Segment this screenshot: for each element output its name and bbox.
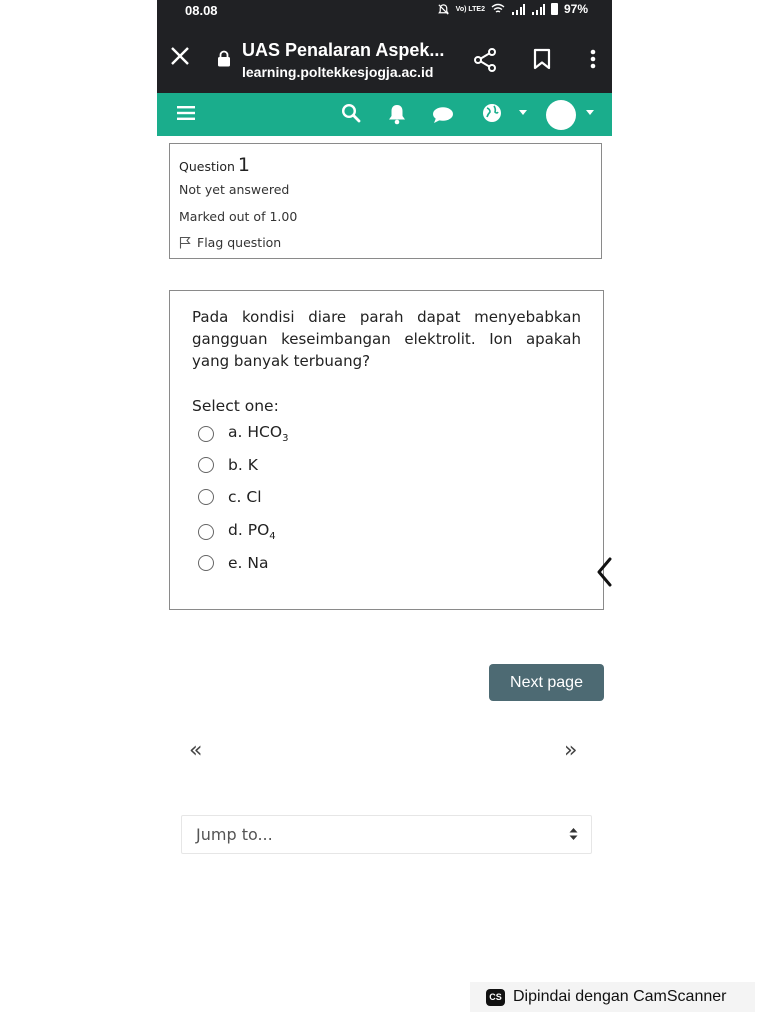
flag-question-label: Flag question xyxy=(197,235,282,250)
answer-option-c[interactable] xyxy=(198,488,262,506)
radio-button[interactable] xyxy=(198,524,214,540)
previous-activity-link[interactable]: « xyxy=(189,738,203,763)
question-label: Question xyxy=(179,159,235,174)
select-updown-icon xyxy=(569,827,578,841)
watermark-text: Dipindai dengan CamScanner xyxy=(513,988,727,1005)
flag-question-link[interactable] xyxy=(179,235,281,250)
mute-icon xyxy=(437,3,450,16)
answer-option-b[interactable] xyxy=(198,456,258,474)
battery-level: 97% xyxy=(563,2,588,16)
signal-icon-1 xyxy=(511,4,525,15)
page-url[interactable]: learning.poltekkesjogja.ac.id xyxy=(242,64,434,80)
next-activity-link[interactable]: » xyxy=(564,738,578,763)
option-label: b. K xyxy=(228,456,258,474)
notification-bell-icon[interactable] xyxy=(387,103,407,125)
volte-indicator: Vo) LTE2 xyxy=(455,5,485,13)
option-label: a. $HCO_3$ xyxy=(228,423,289,445)
signal-icon-2 xyxy=(531,4,545,15)
messages-icon[interactable] xyxy=(432,106,454,124)
question-text: Pada kondisi diare parah dapat menyebabkan gangguan keseimbangan elektrolit. Ion apakah yang banyak terbuang? xyxy=(192,308,581,370)
hamburger-menu-icon[interactable] xyxy=(177,105,195,121)
answer-option-e[interactable] xyxy=(198,554,269,572)
language-globe-icon[interactable] xyxy=(482,103,502,123)
radio-button[interactable] xyxy=(198,457,214,473)
more-vert-icon[interactable] xyxy=(590,49,596,69)
language-caret-icon[interactable] xyxy=(519,110,527,115)
option-label: d. $PO_4$ xyxy=(228,521,276,543)
lock-icon[interactable] xyxy=(217,50,231,67)
question-info-panel xyxy=(169,143,602,259)
user-avatar[interactable] xyxy=(546,100,576,130)
select-one-label: Select one: xyxy=(192,397,279,415)
question-heading xyxy=(179,154,250,176)
radio-button[interactable] xyxy=(198,555,214,571)
user-menu-caret-icon[interactable] xyxy=(586,110,594,115)
share-icon[interactable] xyxy=(473,48,497,72)
page-title: UAS Penalaran Aspek... xyxy=(242,40,445,60)
option-label: c. Cl xyxy=(228,488,262,506)
question-number: 1 xyxy=(237,154,251,176)
answer-option-d[interactable] xyxy=(198,521,276,542)
wifi-icon xyxy=(491,3,505,15)
flag-icon xyxy=(179,236,191,249)
status-bar xyxy=(157,0,612,22)
browser-toolbar xyxy=(157,22,612,93)
radio-button[interactable] xyxy=(198,426,214,442)
camscanner-watermark xyxy=(470,982,755,1012)
battery-icon xyxy=(551,3,558,15)
site-navbar xyxy=(157,93,612,136)
status-icons xyxy=(437,2,588,16)
question-marks: Marked out of 1.00 xyxy=(179,209,298,224)
answer-status: Not yet answered xyxy=(179,182,290,197)
next-page-button[interactable]: Next page xyxy=(489,664,604,701)
phone-screen xyxy=(157,0,612,1024)
status-time: 08.08 xyxy=(185,3,218,18)
bookmark-icon[interactable] xyxy=(533,48,551,70)
radio-button[interactable] xyxy=(198,489,214,505)
close-icon[interactable] xyxy=(169,45,191,67)
camscanner-logo: CS xyxy=(486,989,505,1006)
drawer-chevron-left-icon[interactable] xyxy=(597,557,612,587)
search-icon[interactable] xyxy=(341,103,361,123)
option-label: e. Na xyxy=(228,554,269,572)
question-content-panel xyxy=(169,290,604,610)
answer-option-a[interactable] xyxy=(198,423,288,444)
jump-to-select[interactable] xyxy=(181,815,592,854)
jump-to-label: Jump to... xyxy=(196,825,273,844)
